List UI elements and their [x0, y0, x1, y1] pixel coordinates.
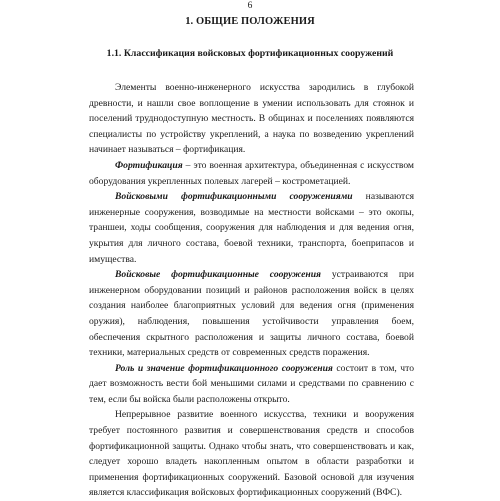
paragraph-text: устраиваются при инженерном оборудовании позиций и районов расположения войск в целях создания наиболее благоприятных условий для ведения огня (применения оружия), наблюдения, повышения устойчивости управления боем, обеспечения скрытного расположения и защиты личного состава, боевой техники, материальных средств от современных средств поражения.: [89, 269, 414, 359]
paragraph-6: [89, 407, 414, 501]
section-heading: 1. ОБЩИЕ ПОЛОЖЕНИЯ: [185, 16, 315, 27]
term-fortification: Фортификация: [115, 159, 183, 171]
paragraph-text: называются инженерные сооружения, возводимые на местности войсками – это окопы, траншеи, ходы сообщения, сооружения для наблюдения и для ведения огня, укрытия для личного состава, боевой техники, транспорта, боеприпасов и имущества.: [89, 191, 414, 265]
paragraph-5: [89, 361, 414, 408]
term-role-and-significance: Роль и значение фортификационного сооружения: [115, 362, 333, 374]
body-text: [89, 80, 414, 501]
paragraph-text: состоит в том, что дает возможность вести бой меньшими силами и средствами по сравнению с тем, если бы войска были расположены открыто.: [89, 362, 414, 405]
paragraph-text: Элементы военно-инженерного искусства зародились в глубокой древности, и нашли свое воплощение в умении использовать для стоянок и поселений труднодоступную местность. В общинах и поселениях появляются специалисты по устройству укреплений, а наука по возведению укреплений начинает называться – фортификация.: [89, 82, 414, 156]
page-number: 6: [247, 1, 253, 11]
paragraph-text: – это военная архитектура, объединенная с искусством оборудования укрепленных полевых лагерей – кострометацией.: [89, 159, 414, 187]
subsection-heading: 1.1. Классификация войсковых фортификационных сооружений: [106, 48, 394, 59]
paragraph-text: Непрерывное развитие военного искусства, техники и вооружения требует постоянного развития и совершенствования средств и способов фортификационной защиты. Однако чтобы знать, что совершенствовать и как, следует хорошо владеть накопленным опытом в области разработки и применения фортификационных сооружений. Базовой основой для изучения является классификация войсковых фортификационных сооружений (ВФС).: [89, 409, 414, 499]
paragraph-1: [89, 80, 414, 158]
paragraph-4: [89, 267, 414, 361]
term-field-structures: Войсковыми фортификационными сооружениями: [115, 191, 353, 203]
term-field-fortifications: Войсковые фортификационные сооружения: [115, 269, 321, 281]
paragraph-2: [89, 158, 414, 189]
paragraph-3: [89, 189, 414, 267]
